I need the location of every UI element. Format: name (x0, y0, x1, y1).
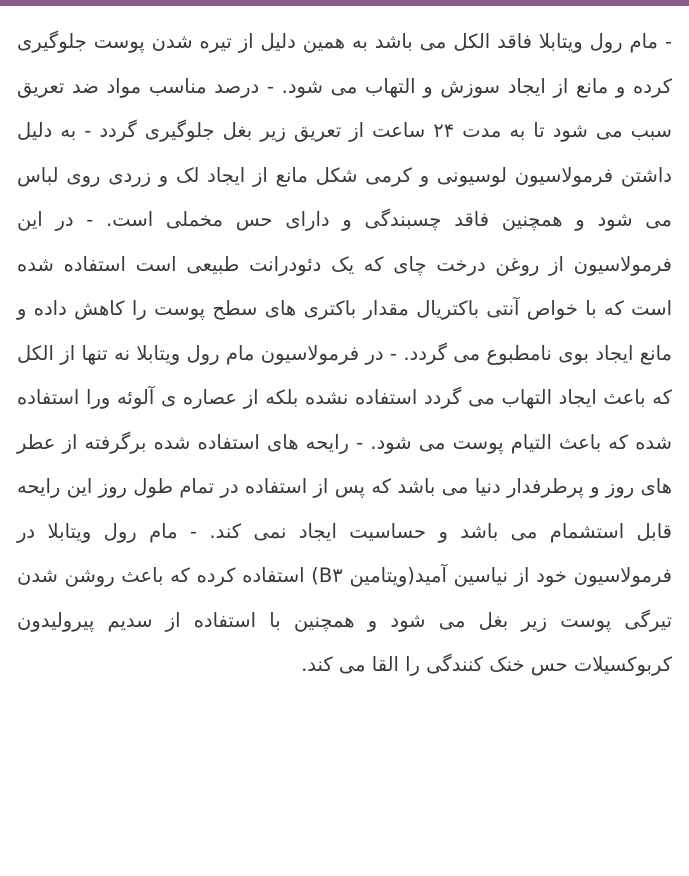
product-description-paragraph: - مام رول ویتابلا فاقد الکل می باشد به همین دلیل از تیره شدن پوست جلوگیری کرده و مانع از ایجاد سوزش و التهاب می شود. - درصد مناسب مواد ضد تعریق سبب می شود تا به مدت ۲۴ ساعت از تعریق زیر بغل جلوگیری گردد - به دلیل داشتن فرمولاسیون لوسیونی و کرمی شکل مانع از ایجاد لک و زردی روی لباس می شود و همچنین فاقد چسبندگی و دارای حس مخملی است. - در این فرمولاسیون از روغن درخت چای که یک دئودرانت طبیعی است استفاده شده است که با خواص آنتی باکتریال مقدار باکتری های سطح پوست را کاهش داده و مانع ایجاد بوی نامطبوع می گردد. - در فرمولاسیون مام رول ویتابلا نه تنها از الکل که باعث ایجاد التهاب می گردد استفاده نشده بلکه از عصاره ی آلوئه ورا استفاده شده که باعث التیام پوست می شود. - رایحه های استفاده شده برگرفته از عطر های روز و پرطرفدار دنیا می باشد که پس از استفاده در تمام طول روز این رایحه قابل استشمام می باشد و حساسیت ایجاد نمی کند. - مام رول ویتابلا در فرمولاسیون خود از نیاسین آمید(ویتامین B۳) استفاده کرده که باعث روشن شدن تیرگی پوست زیر بغل می شود و همچنین با استفاده از سدیم پیرولیدون کربوکسیلات حس خنک کنندگی را القا می کند. (17, 30, 673, 676)
top-accent-bar (0, 0, 689, 6)
